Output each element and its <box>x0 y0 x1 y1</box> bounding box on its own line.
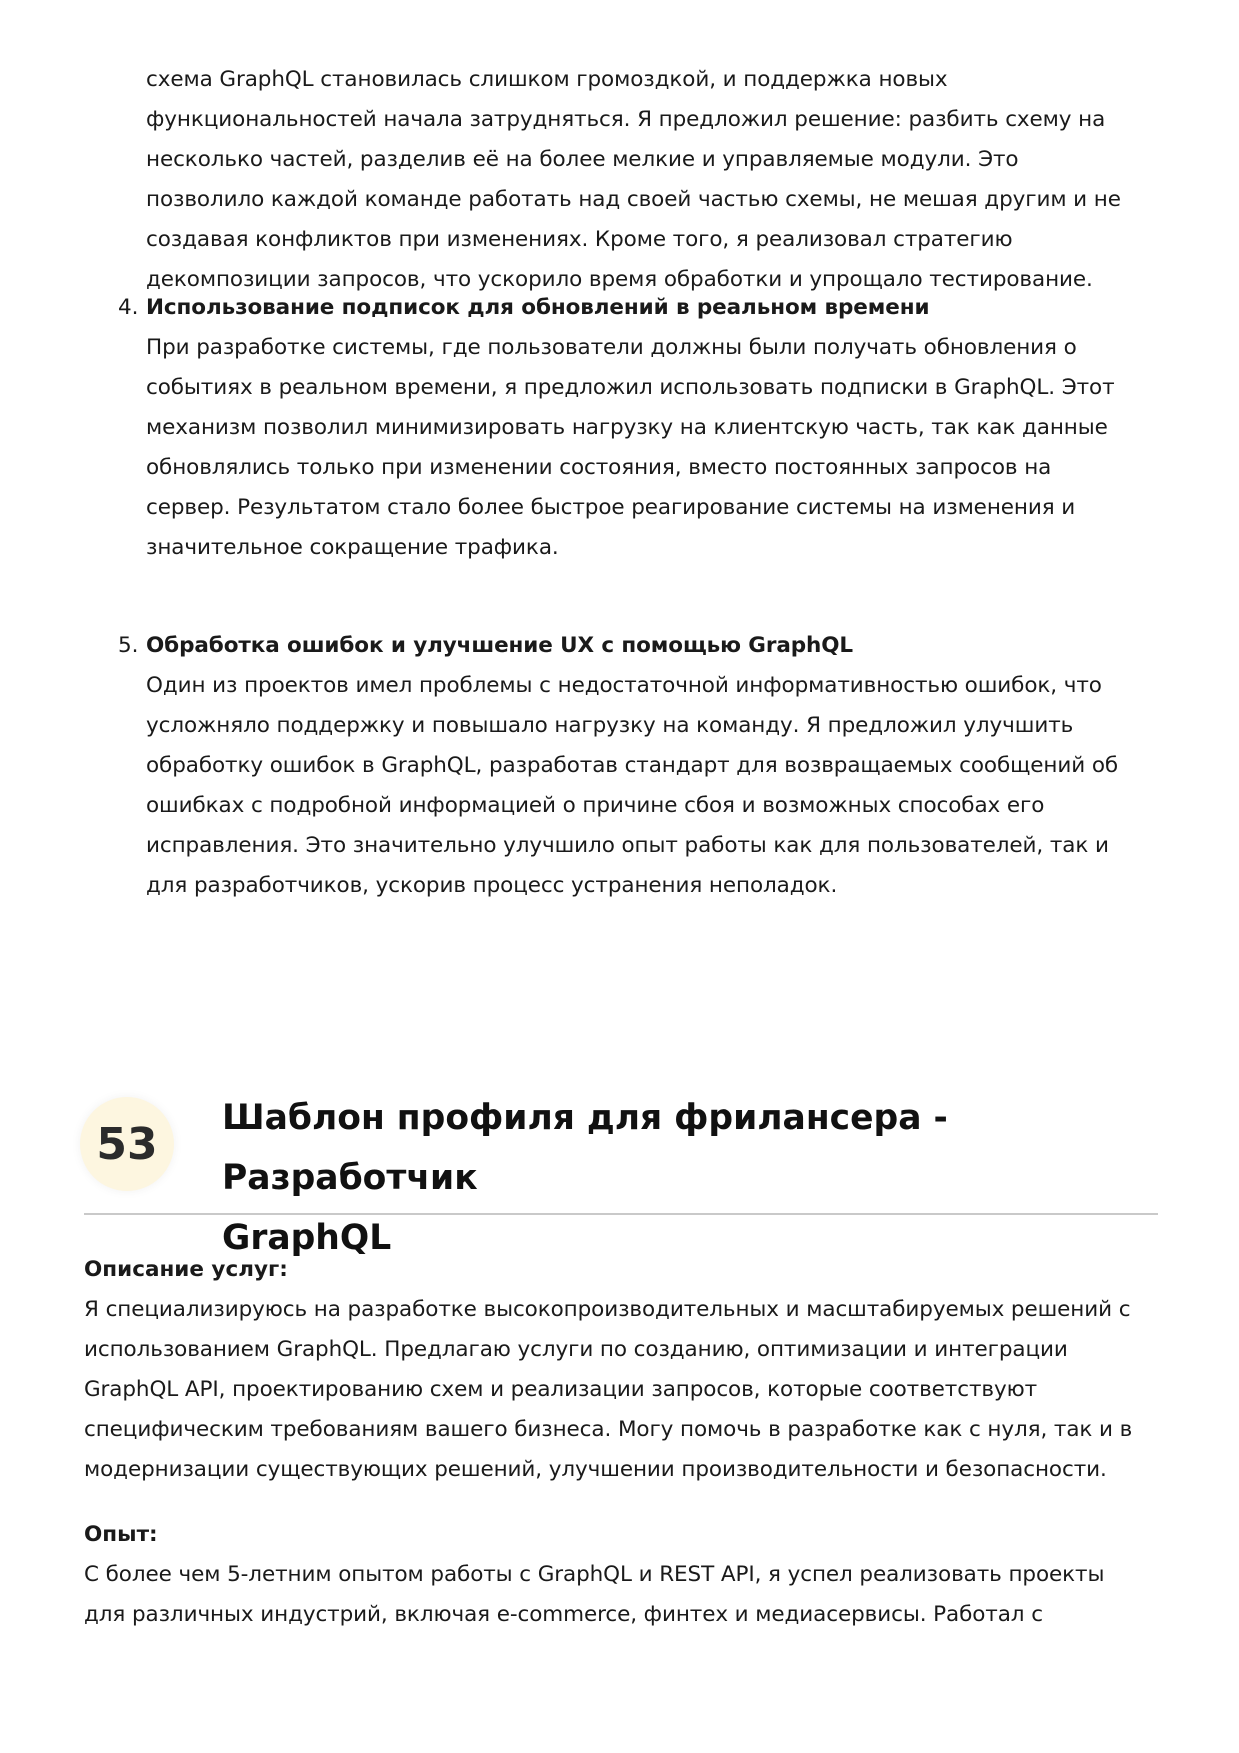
section-title: Шаблон профиля для фрилансера - Разработчик GraphQL <box>222 1098 948 1258</box>
list-item-text: При разработке системы, где пользователи должны были получать обновления о событиях в реальном времени, я предложил использовать подписки в GraphQL. Этот механизм позволил минимизировать нагрузку на клиентскую часть, так как данные обновлялись только при изменении состояния, вместо постоянных запросов на сервер. Результатом стало более быстрое реагирование системы на изменения и значительное сокращение трафика. <box>146 335 1115 560</box>
list-item-title: Обработка ошибок и улучшение UX с помощью GraphQL <box>146 633 854 658</box>
list-item-body <box>146 626 1166 906</box>
list-item-title: Использование подписок для обновлений в реальном времени <box>146 295 930 320</box>
section-number-badge: 53 <box>80 1097 174 1191</box>
experience-block <box>84 1515 1174 1635</box>
services-block <box>84 1250 1174 1490</box>
list-item-number: 4. <box>118 295 139 320</box>
list-item-number: 5. <box>118 633 139 658</box>
section-divider <box>84 1213 1158 1215</box>
experience-label: Опыт: <box>84 1522 158 1547</box>
experience-text: С более чем 5-летним опытом работы с GraphQL и REST API, я успел реализовать проекты для различных индустрий, включая e-commerce, финтех и медиасервисы. Работал с <box>84 1562 1105 1627</box>
services-text: Я специализируюсь на разработке высокопроизводительных и масштабируемых решений с использованием GraphQL. Предлагаю услуги по созданию, оптимизации и интеграции GraphQL API, проектированию схем и реализации запросов, которые соответствуют специфическим требованиям вашего бизнеса. Могу помочь в разработке как с нуля, так и в модернизации существующих решений, улучшении производительности и безопасности. <box>84 1297 1133 1482</box>
list-item-body <box>146 288 1166 568</box>
list-item-text: Один из проектов имел проблемы с недостаточной информативностью ошибок, что усложняло поддержку и повышало нагрузку на команду. Я предложил улучшить обработку ошибок в GraphQL, разработав стандарт для возвращаемых сообщений об ошибках с подробной информацией о причине сбоя и возможных способах его исправления. Это значительно улучшило опыт работы как для пользователей, так и для разработчиков, ускорив процесс устранения неполадок. <box>146 673 1119 898</box>
intro-paragraph-block <box>146 60 1166 300</box>
services-label: Описание услуг: <box>84 1257 288 1282</box>
intro-paragraph: схема GraphQL становилась слишком громоздкой, и поддержка новых функциональностей начала затрудняться. Я предложил решение: разбить схему на несколько частей, разделив её на более мелкие и управляемые модули. Это позволило каждой команде работать над своей частью схемы, не мешая другим и не создавая конфликтов при изменениях. Кроме того, я реализовал стратегию декомпозиции запросов, что ускорило время обработки и упрощало тестирование. <box>146 67 1121 292</box>
